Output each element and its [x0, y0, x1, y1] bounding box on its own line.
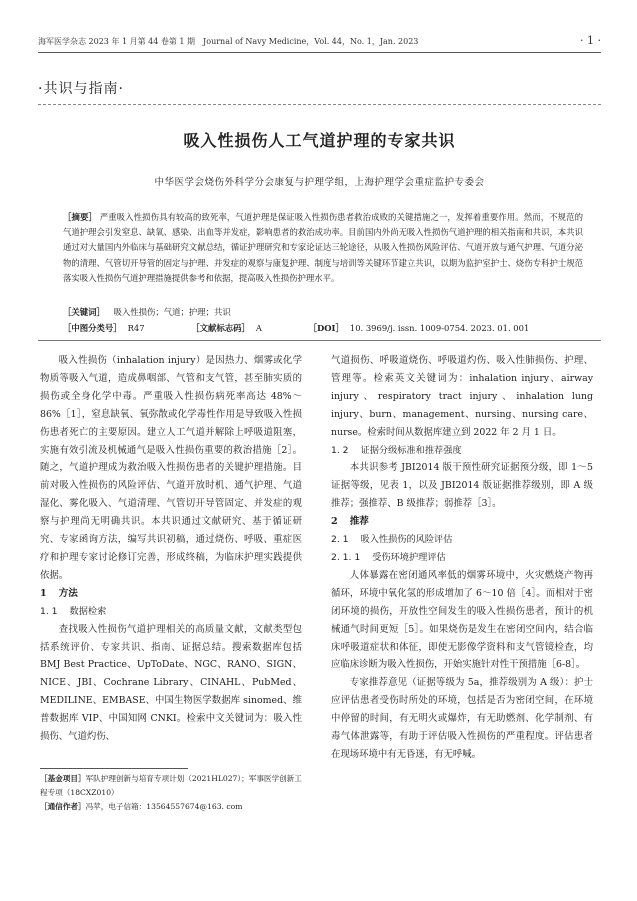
header-rule: [38, 52, 601, 53]
footnote-rule: [40, 768, 188, 769]
keywords-label: ［关键词］: [63, 307, 105, 317]
doi-value: 10. 3969/j. issn. 1009-0754. 2023. 01. 001: [349, 323, 530, 333]
abstract-text: 严重吸入性损伤具有较高的致死率，气道护理是保证吸入性损伤患者救治成败的关键措施之一，发挥着重要作用。然而，不规范的气道护理会引发窒息、缺氧、感染、出血等并发症，影响患者的救治成功率。目前国内外尚无吸入性损伤气道护理的相关指南和共识，本共识通过对大量国内外临床与基础研究文献总结，循证护理研究和专家论证达三轮途径，从吸入性损伤风险评估、气道开放与通气护理、气道分泌物的清理、气管切开导管的固定与护理、并发症的观察与康复护理、制度与培训等关键环节建立共识，以期为监护室护士、烧伤专科护士规范落实吸入性损伤气道护理措施提供参考和依据，提高吸入性损伤护理水平。: [63, 212, 584, 283]
left-column: [40, 352, 302, 746]
intro-paragraph: 吸入性损伤（inhalation injury）是因热力、烟雾或化学物质等吸入气道，造成鼻咽部、气管和支气管，甚至肺实质的损伤或全身化学中毒。严重吸入性损伤病死率高达 48%～86%［1］，窒息缺氧、氧弥散或化学毒性作用是导致吸入性损伤患者死亡的主要原因。建立人工气道并解除上呼吸道阻塞，实施有效引流及机械通气是吸入性损伤重要的救治措施［2］。随之，气道护理成为救治吸入性损伤患者的关键护理措施。目前对吸入性损伤的风险评估、气道开放时机、通气护理、气道湿化、雾化吸入、气道清理、气管切开导管固定、并发症的观察与护理尚无明确共识。本共识通过文献研究、基于循证研究、专家函询方法，编写共识初稿，通过烧伤、呼吸、重症医疗和护理专家讨论修订完善，形成终稿，为临床护理实践提供依据。: [40, 355, 302, 581]
running-head: [38, 36, 601, 47]
heading-grade: 1. 2 证据分级标准和推荐强度: [331, 444, 462, 456]
keywords-text: 吸入性损伤；气道；护理；共识: [113, 307, 231, 317]
keywords: [63, 306, 583, 318]
search-continued-paragraph: 气道损伤、呼吸道烧伤、呼吸道灼伤、吸入性肺损伤、护理、管理等。检索英文关键词为：inhalation injury、airway injury、respiratory tract injury、inhalation lung injury、burn、management、nursing、nursing care、nurse。检索时间从数据库建立到 2022 年 2 月 1 日。: [331, 355, 593, 438]
doi-label: ［DOI］: [308, 323, 344, 333]
section-rule: [38, 104, 601, 105]
right-column: [331, 352, 593, 764]
clc-label: ［中图分类号］: [63, 323, 122, 333]
classification: [63, 322, 583, 334]
paper-title: 吸入性损伤人工气道护理的专家共识: [183, 131, 456, 150]
clc-value: R47: [127, 323, 145, 333]
grade-paragraph: 本共识参考 JBI2014 版干预性研究证据预分级，即 1～5 证据等级，见表 1，以及 JBI2014 版证据推荐级别，即 A 级推荐；强推荐、B 级推荐；弱推荐［3］。: [331, 462, 593, 510]
authors: 中华医学会烧伤外科学分会康复与护理学组，上海护理学会重症监护专委会: [154, 177, 485, 188]
fund-note: ［基金项目］军队护理创新与培育专项计划（2021HL027）；军事医学创新工程专项（18CXZ010）: [40, 774, 302, 797]
corresponding-author: ［通信作者］冯苹，电子信箱：13564557674@163. com: [40, 802, 243, 811]
recommendation-paragraph: 专家推荐意见（证据等级为 5a，推荐级别为 A 级）：护士应评估患者受伤时所处的环境，包括是否为密闭空间，在环境中停留的时间，有无明火或爆炸，有无助燃剂、化学制剂、有毒气体泄露等，有助于评估吸入性损伤的严重程度。评估患者在现场环境中有无昏迷，有无呼喊。: [331, 677, 593, 760]
doc-code-label: ［文献标志码］: [191, 323, 250, 333]
section-label: ·共识与指南·: [38, 81, 124, 97]
heading-recommendation: 2 推荐: [331, 516, 369, 528]
abstract: [63, 210, 583, 286]
environment-paragraph: 人体暴露在密闭通风率低的烟雾环境中，火灾燃烧产物再循环，环境中氧化氢的形成增加了 6～10 倍［4］。而相对于密闭环境的损伤，开放性空间发生的吸入性损伤患者，预计的机械通气时间更短［5］。如果烧伤是发生在密闭空间内，结合临床呼吸道症状和体征，即使无影像学资料和支气管镜检查，均应临床诊断为吸入性损伤，开始实施针对性干预措施［6-8］。: [331, 569, 593, 671]
abstract-label: ［摘要］: [63, 212, 97, 222]
footnote: [40, 772, 302, 814]
abstract-rule: [38, 340, 601, 341]
page-number: · 1 ·: [580, 34, 601, 47]
search-paragraph: 查找吸入性损伤气道护理相关的高质量文献，文献类型包括系统评价、专家共识、指南、证据总结。搜索数据库包括 BMJ Best Practice、UpToDate、NGC、RANO、SIGN、NICE、JBI、Cochrane Library、CINAHL、PubMed、MEDILINE、EMBASE、中国生物医学数据库 sinomed、维普数据库 VIP、中国知网 CNKI。检索中文关键词为：吸入性损伤、气道灼伤、: [40, 623, 302, 743]
heading-environment: 2. 1. 1 受伤环境护理评估: [331, 551, 446, 563]
heading-method: 1 方法: [40, 587, 78, 599]
heading-search: 1. 1 数据检索: [40, 605, 107, 617]
heading-risk: 2. 1 吸入性损伤的风险评估: [331, 534, 453, 546]
doc-code-value: A: [255, 323, 262, 333]
journal-info: 海军医学杂志 2023 年 1 月第 44 卷第 1 期 Journal of Navy Medicine，Vol. 44，No. 1，Jan. 2023: [38, 37, 419, 46]
